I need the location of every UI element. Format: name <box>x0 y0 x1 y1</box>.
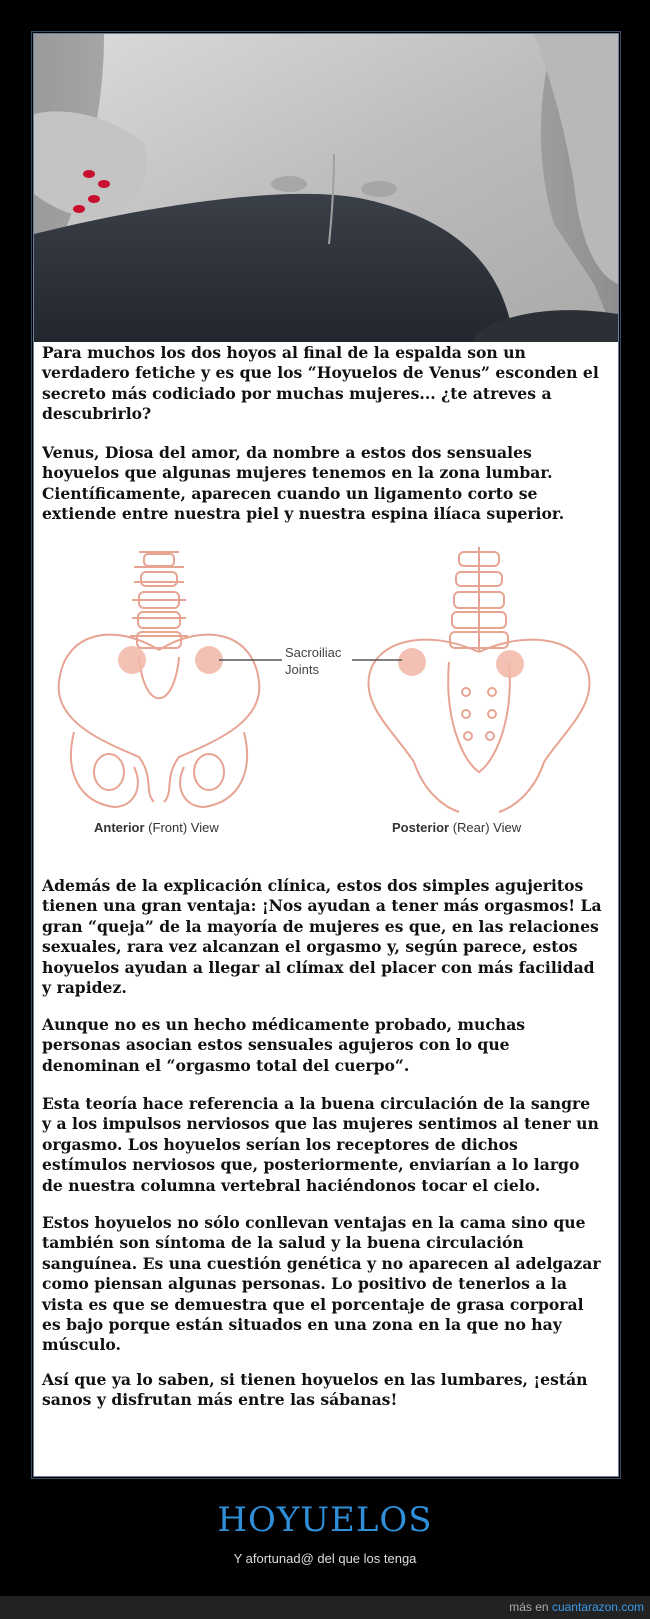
paragraph-intro: Para muchos los dos hoyos al final de la espalda son un verdadero fetiche y es que los “Hoyuelos de Venus” esconden el secreto más codiciado por muchas mujeres... ¿te atreves a descubrirlo? <box>42 343 599 424</box>
paragraph-venus: Venus, Diosa del amor, da nombre a estos dos sensuales hoyuelos que algunas mujeres tenemos en la zona lumbar. Científicamente, aparecen cuando un ligamento corto se extiende entre nuestra piel y nuestra espina ilíaca superior. <box>42 443 565 524</box>
photo-illustration <box>34 34 618 342</box>
post-frame <box>33 33 619 1477</box>
post-subtitle: Y afortunad@ del que los tenga <box>233 1551 417 1566</box>
sacroiliac-label-line2: Joints <box>285 662 319 677</box>
paragraph-conclusion: Así que ya lo saben, si tienen hoyuelos en las lumbares, ¡están sanos y disfrutan más entre las sábanas! <box>42 1370 588 1410</box>
paragraph-advantage: Además de la explicación clínica, estos dos simples agujeritos tienen una gran ventaja: ¡Nos ayudan a tener más orgasmos! La gran “queja” de la mayoría de mujeres es que, en las relaciones sexuales, rara vez alcanzan el orgasmo y, según parece, estos hoyuelos ayudan a llegar al clímax del placer con más facilidad y rapidez. <box>42 876 602 998</box>
footer-prefix: más en <box>509 1600 552 1614</box>
anterior-rest: (Front) View <box>144 820 219 835</box>
pelvis-diagram <box>34 532 618 862</box>
photo-lower-back <box>34 34 618 342</box>
footer-text <box>509 1600 644 1614</box>
posterior-view-label <box>392 820 522 835</box>
paragraph-health: Estos hoyuelos no sólo conllevan ventajas en la cama sino que también son síntoma de la salud y la buena circulación sanguínea. Es una cuestión genética y no aparecen al adelgazar como piensan algunas personas. Lo positivo de tenerlos a la vista es que se demuestra que el porcentaje de grasa corporal es bajo porque están situados en una zona en la que no hay músculo. <box>42 1213 601 1355</box>
anterior-view-label <box>94 820 219 835</box>
posterior-rest: (Rear) View <box>449 820 522 835</box>
footer-bar <box>0 1596 650 1619</box>
pelvis-svg <box>34 532 618 862</box>
paragraph-not-proven: Aunque no es un hecho médicamente probado, muchas personas asocian estos sensuales agujeros con lo que denominan el “orgasmo total del cuerpo“. <box>42 1015 526 1075</box>
sacroiliac-label-line1: Sacroiliac <box>285 645 342 660</box>
posterior-bold: Posterior <box>392 820 450 835</box>
post-title: HOYUELOS <box>217 1500 433 1540</box>
paragraph-theory: Esta teoría hace referencia a la buena circulación de la sangre y a los impulsos nerviosos que las mujeres sentimos al tener un orgasmo. Los hoyuelos serían los receptores de dichos estímulos nerviosos que, posteriormente, enviarían a lo largo de nuestra columna vertebral haciéndonos tocar el cielo. <box>42 1094 599 1195</box>
anterior-bold: Anterior <box>94 820 145 835</box>
footer-site-link[interactable]: cuantarazon.com <box>551 1600 644 1614</box>
